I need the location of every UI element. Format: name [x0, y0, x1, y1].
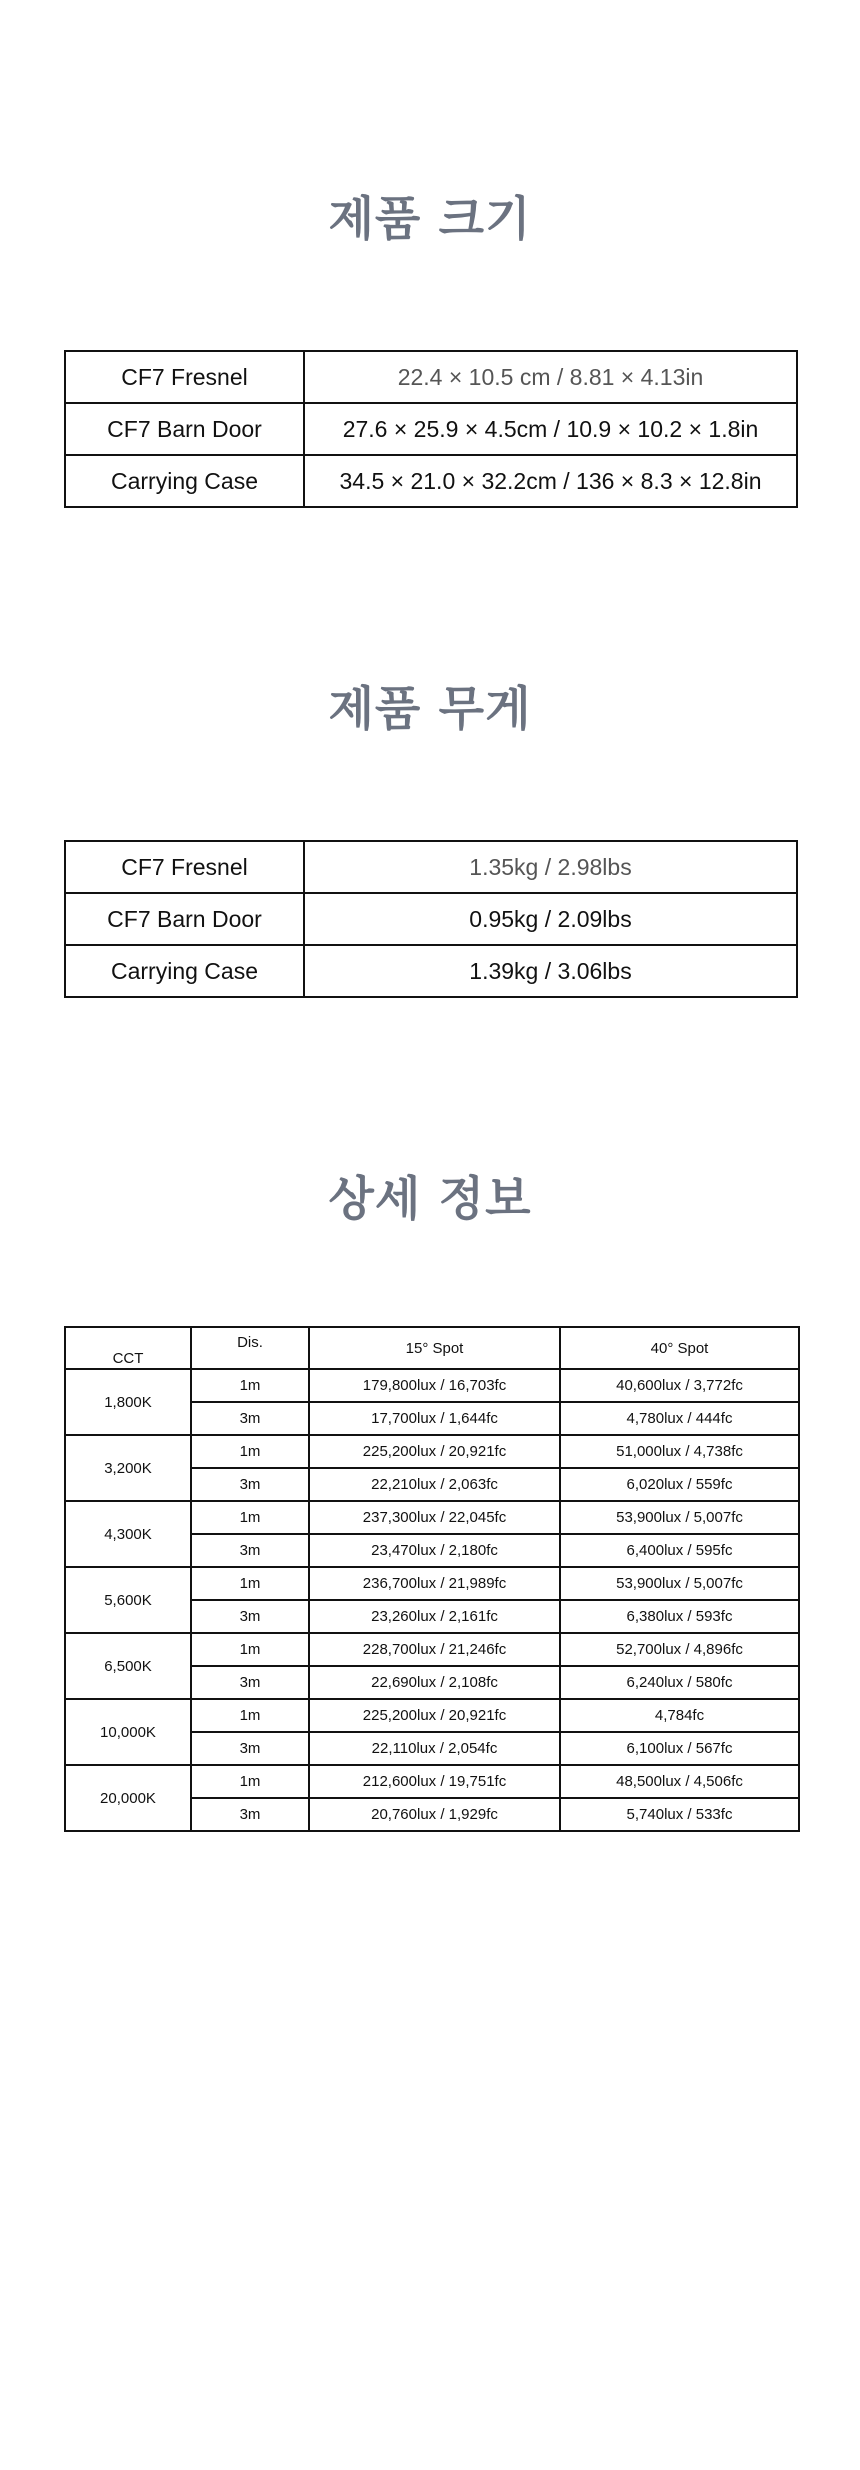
spot-15-cell: 179,800lux / 16,703fc: [309, 1369, 560, 1402]
spot-40-cell: 6,100lux / 567fc: [560, 1732, 799, 1765]
size-value: 22.4 × 10.5 cm / 8.81 × 4.13in: [304, 351, 797, 403]
size-section-title: 제품 크기: [328, 192, 532, 247]
distance-cell: 1m: [191, 1369, 309, 1402]
weight-section-title: 제품 무게: [328, 682, 532, 737]
spot-40-cell: 6,400lux / 595fc: [560, 1534, 799, 1567]
detail-table: [64, 1326, 800, 1832]
size-value: 34.5 × 21.0 × 32.2cm / 136 × 8.3 × 12.8in: [304, 455, 797, 507]
spot-40-cell: 6,380lux / 593fc: [560, 1600, 799, 1633]
spot-40-cell: 4,784fc: [560, 1699, 799, 1732]
spot-15-cell: 212,600lux / 19,751fc: [309, 1765, 560, 1798]
spot-15-cell: 23,470lux / 2,180fc: [309, 1534, 560, 1567]
distance-cell: 3m: [191, 1534, 309, 1567]
table-row: [65, 1699, 799, 1732]
distance-cell: 3m: [191, 1666, 309, 1699]
spot-40-cell: 5,740lux / 533fc: [560, 1798, 799, 1831]
distance-cell: 3m: [191, 1402, 309, 1435]
spot-15-cell: 20,760lux / 1,929fc: [309, 1798, 560, 1831]
spot-15-cell: 22,210lux / 2,063fc: [309, 1468, 560, 1501]
table-row: [65, 1369, 799, 1402]
spot-40-cell: 6,020lux / 559fc: [560, 1468, 799, 1501]
spot-40-cell: 48,500lux / 4,506fc: [560, 1765, 799, 1798]
weight-value: 1.35kg / 2.98lbs: [304, 841, 797, 893]
spot-15-cell: 225,200lux / 20,921fc: [309, 1435, 560, 1468]
distance-cell: 1m: [191, 1435, 309, 1468]
cct-cell: 5,600K: [65, 1567, 191, 1633]
cct-cell: 6,500K: [65, 1633, 191, 1699]
table-row: [65, 841, 797, 893]
spot-15-cell: 22,110lux / 2,054fc: [309, 1732, 560, 1765]
spot-40-cell: 53,900lux / 5,007fc: [560, 1501, 799, 1534]
table-row: [65, 945, 797, 997]
spot-40-cell: 53,900lux / 5,007fc: [560, 1567, 799, 1600]
size-label: CF7 Barn Door: [65, 403, 304, 455]
size-table: [64, 350, 798, 508]
weight-label: CF7 Barn Door: [65, 893, 304, 945]
weight-label: Carrying Case: [65, 945, 304, 997]
table-row: [65, 1633, 799, 1666]
distance-cell: 1m: [191, 1501, 309, 1534]
distance-cell: 1m: [191, 1567, 309, 1600]
table-row: [65, 893, 797, 945]
table-row: [65, 1567, 799, 1600]
table-row: [65, 455, 797, 507]
distance-cell: 1m: [191, 1699, 309, 1732]
size-label: CF7 Fresnel: [65, 351, 304, 403]
cct-cell: 3,200K: [65, 1435, 191, 1501]
table-row: [65, 1765, 799, 1798]
table-row: [65, 1501, 799, 1534]
table-header-row: [65, 1327, 799, 1369]
spot-15-cell: 236,700lux / 21,989fc: [309, 1567, 560, 1600]
spot-15-cell: 228,700lux / 21,246fc: [309, 1633, 560, 1666]
cct-header: CCT: [65, 1327, 191, 1369]
spot-15-cell: 17,700lux / 1,644fc: [309, 1402, 560, 1435]
weight-table: [64, 840, 798, 998]
spot-40-header: 40° Spot: [560, 1327, 799, 1369]
cct-cell: 4,300K: [65, 1501, 191, 1567]
spot-15-cell: 23,260lux / 2,161fc: [309, 1600, 560, 1633]
distance-header: Dis.: [191, 1327, 309, 1369]
cct-cell: 10,000K: [65, 1699, 191, 1765]
weight-value: 1.39kg / 3.06lbs: [304, 945, 797, 997]
size-value: 27.6 × 25.9 × 4.5cm / 10.9 × 10.2 × 1.8in: [304, 403, 797, 455]
distance-cell: 1m: [191, 1765, 309, 1798]
table-row: [65, 351, 797, 403]
spot-40-cell: 40,600lux / 3,772fc: [560, 1369, 799, 1402]
weight-label: CF7 Fresnel: [65, 841, 304, 893]
spot-40-cell: 52,700lux / 4,896fc: [560, 1633, 799, 1666]
distance-cell: 1m: [191, 1633, 309, 1666]
cct-cell: 1,800K: [65, 1369, 191, 1435]
weight-value: 0.95kg / 2.09lbs: [304, 893, 797, 945]
spot-15-cell: 22,690lux / 2,108fc: [309, 1666, 560, 1699]
detail-section-title: 상세 정보: [328, 1172, 532, 1227]
spot-15-cell: 225,200lux / 20,921fc: [309, 1699, 560, 1732]
distance-cell: 3m: [191, 1468, 309, 1501]
spot-40-cell: 6,240lux / 580fc: [560, 1666, 799, 1699]
table-row: [65, 1435, 799, 1468]
size-label: Carrying Case: [65, 455, 304, 507]
table-row: [65, 403, 797, 455]
distance-cell: 3m: [191, 1798, 309, 1831]
cct-cell: 20,000K: [65, 1765, 191, 1831]
spot-40-cell: 51,000lux / 4,738fc: [560, 1435, 799, 1468]
distance-cell: 3m: [191, 1600, 309, 1633]
spot-15-header: 15° Spot: [309, 1327, 560, 1369]
distance-cell: 3m: [191, 1732, 309, 1765]
spot-15-cell: 237,300lux / 22,045fc: [309, 1501, 560, 1534]
spot-40-cell: 4,780lux / 444fc: [560, 1402, 799, 1435]
